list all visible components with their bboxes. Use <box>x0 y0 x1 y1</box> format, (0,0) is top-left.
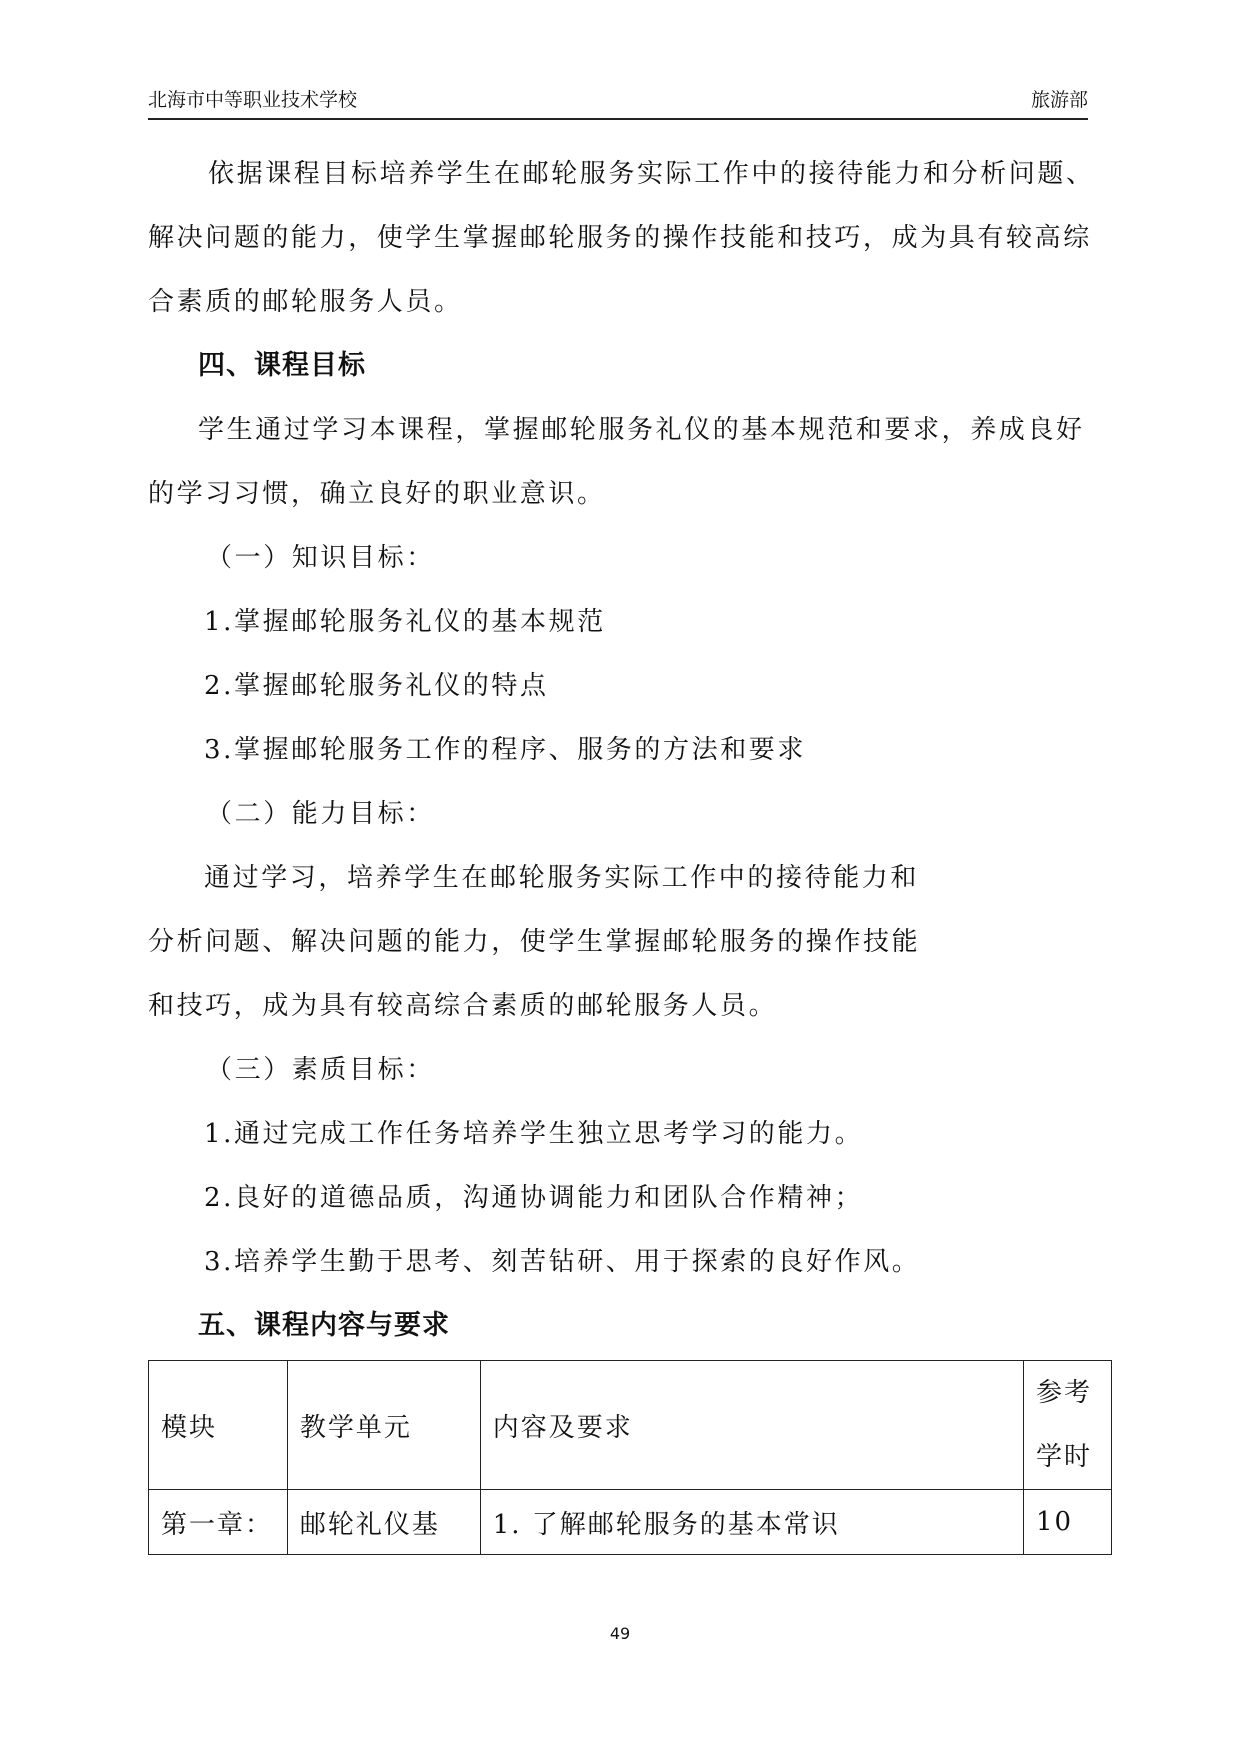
section-4-title: 四、课程目标 <box>198 350 366 381</box>
quality-goals-title: （三）素质目标： <box>206 1055 435 1085</box>
school-name: 北海市中等职业技术学校 <box>148 89 358 111</box>
course-content-table <box>148 1360 1112 1555</box>
page-header <box>148 86 1088 120</box>
quality-item: 2.良好的道德品质，沟通协调能力和团队合作精神； <box>204 1183 864 1213</box>
table-header-row <box>149 1361 1112 1490</box>
ability-text-line: 分析问题、解决问题的能力，使学生掌握邮轮服务的操作技能 <box>148 927 921 957</box>
ability-text-line: 通过学习，培养学生在邮轮服务实际工作中的接待能力和 <box>204 863 920 893</box>
section-4-intro-line: 学生通过学习本课程，掌握邮轮服务礼仪的基本规范和要求，养成良好 <box>198 415 1085 445</box>
section-5-title: 五、课程内容与要求 <box>198 1310 450 1341</box>
header-content: 内容及要求 <box>480 1361 1023 1490</box>
quality-item: 1.通过完成工作任务培养学生独立思考学习的能力。 <box>204 1119 864 1149</box>
page-number: 49 <box>609 1624 631 1643</box>
cell-unit: 邮轮礼仪基 <box>287 1490 480 1555</box>
intro-line: 解决问题的能力，使学生掌握邮轮服务的操作技能和技巧，成为具有较高综 <box>148 223 1092 253</box>
knowledge-item: 3.掌握邮轮服务工作的程序、服务的方法和要求 <box>204 735 807 765</box>
section-4-intro-line: 的学习习惯，确立良好的职业意识。 <box>148 479 606 509</box>
cell-module: 第一章： <box>149 1490 288 1555</box>
knowledge-item: 1.掌握邮轮服务礼仪的基本规范 <box>204 607 606 637</box>
cell-content: 1. 了解邮轮服务的基本常识 <box>480 1490 1023 1555</box>
header-module: 模块 <box>149 1361 288 1490</box>
header-hours-line1: 参考 <box>1036 1378 1093 1408</box>
ability-text-line: 和技巧，成为具有较高综合素质的邮轮服务人员。 <box>148 991 778 1021</box>
intro-line: 合素质的邮轮服务人员。 <box>148 287 463 317</box>
document-body <box>148 156 1108 1358</box>
intro-line: 依据课程目标培养学生在邮轮服务实际工作中的接待能力和分析问题、 <box>208 159 1095 189</box>
knowledge-item: 2.掌握邮轮服务礼仪的特点 <box>204 671 549 701</box>
table-row <box>149 1490 1112 1555</box>
header-hours-line2: 学时 <box>1036 1442 1093 1472</box>
quality-item: 3.培养学生勤于思考、刻苦钻研、用于探索的良好作风。 <box>204 1247 921 1277</box>
ability-goals-title: （二）能力目标： <box>206 799 435 829</box>
header-unit: 教学单元 <box>287 1361 480 1490</box>
department-name: 旅游部 <box>1030 89 1088 111</box>
cell-hours: 10 <box>1024 1490 1112 1555</box>
header-hours <box>1024 1361 1112 1490</box>
knowledge-goals-title: （一）知识目标： <box>206 543 435 573</box>
